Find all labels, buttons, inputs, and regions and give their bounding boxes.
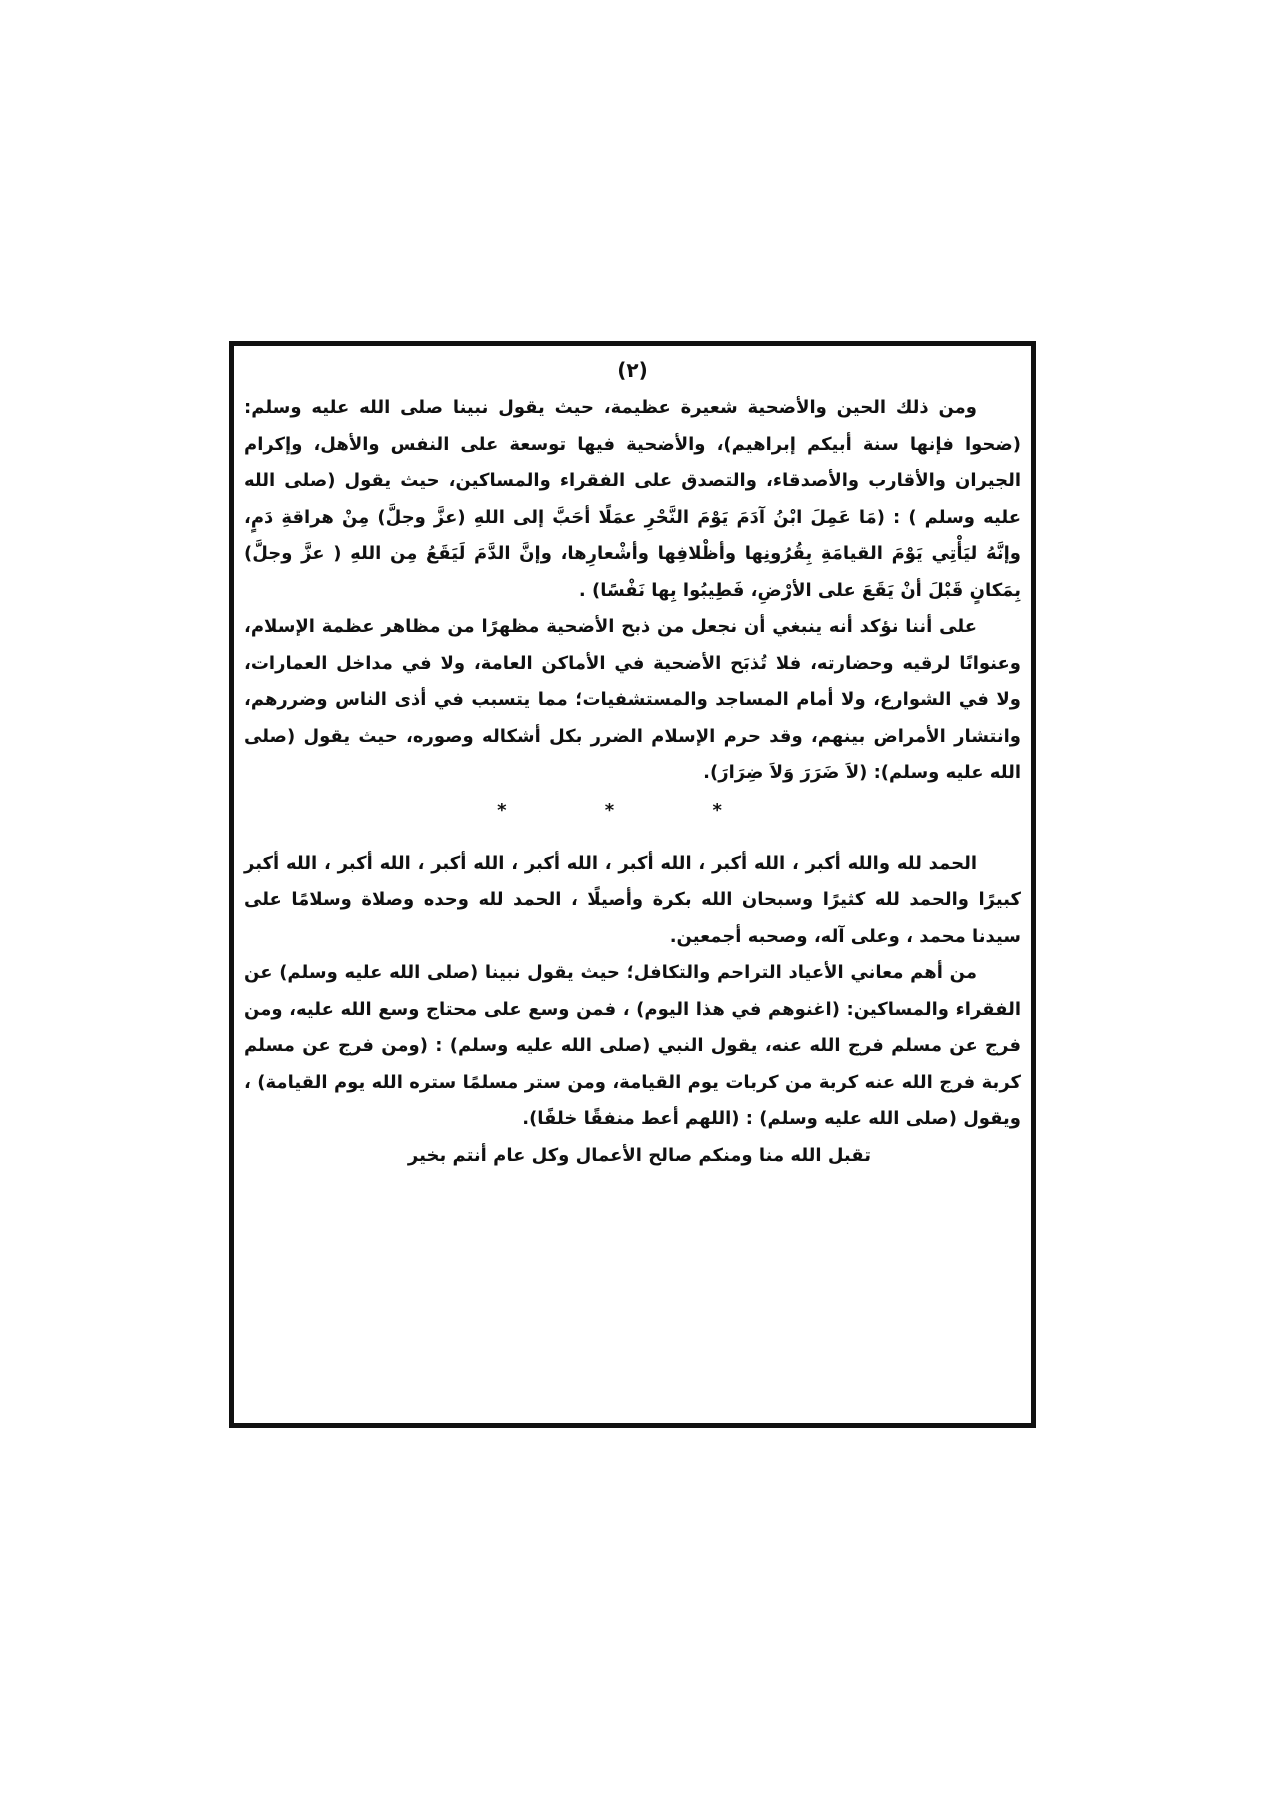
paragraph-sacrifice-virtue: ومن ذلك الحين والأضحية شعيرة عظيمة، حيث يقول نبينا صلى الله عليه وسلم: (ضحوا فإنها سنة أبيكم إبراهيم)، والأضحية فيها توسعة على النفس والأهل، وإكرام الجيران والأقارب والأصدقاء، والتصدق على الفقراء والمساكين، حيث يقول (صلى الله عليه وسلم ) : (مَا عَمِلَ ابْنُ آدَمَ يَوْمَ النَّحْرِ عمَلًا أحَبَّ إلى اللهِ (عزَّ وجلَّ) مِنْ هراقةِ دَمٍ، وإنَّهُ ليَأْتِي يَوْمَ القيامَةِ بِقُرُونِها وأظْلافِها وأشْعارِها، وإنَّ الدَّمَ لَيَقَعُ مِن اللهِ ( عزَّ وجلَّ) بِمَكانٍ قَبْلَ أنْ يَقَعَ على الأرْضِ، فَطِيبُوا بِها نَفْسًا) . [244,397,1021,601]
paragraph-sacrifice-etiquette: على أننا نؤكد أنه ينبغي أن نجعل من ذبح الأضحية مظهرًا من مظاهر عظمة الإسلام، وعنوانًا لرقيه وحضارته، فلا تُذبَح الأضحية في الأماكن العامة، ولا في مداخل العمارات، ولا في الشوارع، ولا أمام المساجد والمستشفيات؛ مما يتسبب في أذى الناس وضررهم، وانتشار الأمراض بينهم، وقد حرم الإسلام الضرر بكل أشكاله وصوره، حيث يقول (صلى الله عليه وسلم): (لاَ ضَرَرَ وَلاَ ضِرَارَ). [244,616,1021,783]
section-separator: * * * [497,799,768,821]
page-number: (٢) [617,358,648,382]
page-content [244,356,1021,1174]
paragraph-takbeer: الحمد لله والله أكبر ، الله أكبر ، الله أكبر ، الله أكبر ، الله أكبر ، الله أكبر ، الله أكبر كبيرًا والحمد لله كثيرًا وسبحان الله بكرة وأصيلًا ، الحمد لله وحده وصلاة وسلامًا على سيدنا محمد ، وعلى آله، وصحبه أجمعين. [244,852,1021,947]
paragraph-eid-meanings: من أهم معاني الأعياد التراحم والتكافل؛ حيث يقول نبينا (صلى الله عليه وسلم) عن الفقراء والمساكين: (اغنوهم في هذا اليوم) ، فمن وسع على محتاج وسع الله عليه، ومن فرج عن مسلم فرج الله عنه، يقول النبي (صلى الله عليه وسلم) : (ومن فرج عن مسلم كربة فرج الله عنه كربة من كربات يوم القيامة، ومن ستر مسلمًا ستره الله يوم القيامة) ، ويقول (صلى الله عليه وسلم) : (اللهم أعط منفقًا خلفًا). [244,962,1021,1129]
closing-line: تقبل الله منا ومنكم صالح الأعمال وكل عام أنتم بخير [407,1144,871,1166]
page-frame [229,341,1036,1428]
